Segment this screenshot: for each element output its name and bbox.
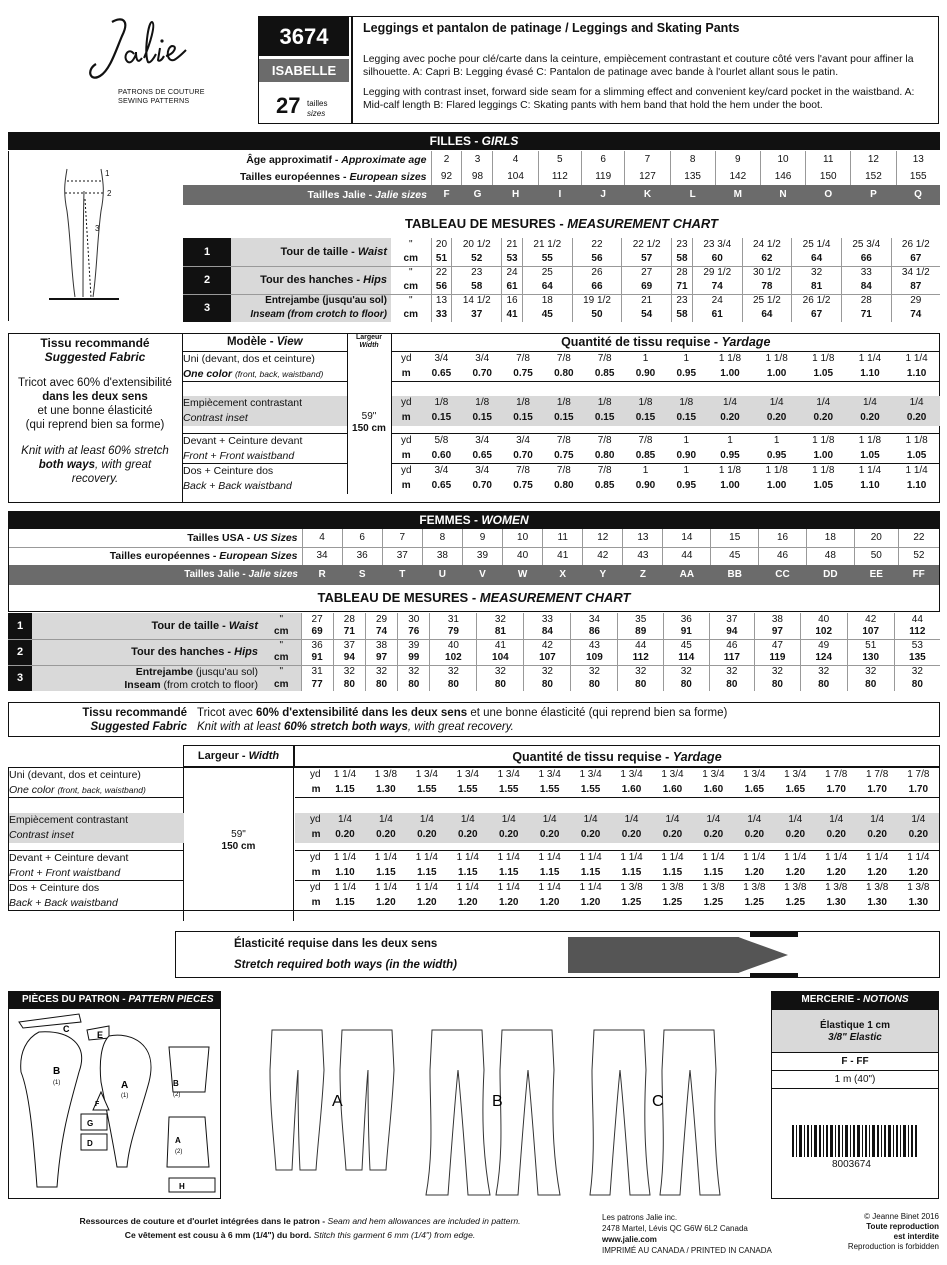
piece-label-g: G [87,1119,94,1128]
body-measure-figure-icon [9,151,184,321]
piece-label-b: B [53,1066,61,1077]
pattern-header [258,16,939,124]
women-sizes-table: Tailles USA - US Sizes 4 6 7 8 9 10 11 12 13 14 15 16 18 20 22 Tailles européennes - European Sizes 34 36 37 38 39 40 41 42 43 44 45 46 48 50 52 Tailles Jalie - Jalie sizes R S T U V W X Y Z AA BB CC DD EE FF TABLEAU DE MESURES - MEASUREMENT CHART [8,529,940,612]
footer-address: Les patrons Jalie inc. 2478 Martel, Lévis QC G6W 6L2 Canada www.jalie.com IMPRIMÉ AU CANADA / PRINTED IN CANADA [602,1213,772,1255]
piece-label-b2-count: (2) [173,1092,181,1098]
description-fr: Legging avec poche pour clé/carte dans la ceinture, empiècement contrastant et couture côté vers l'avant pour affiner la silhouette. A: Capri B: Legging évasé C: Pantalon de patinage avec bande à l'ourlet allant sous le patin. [363,54,914,78]
piece-label-f: F [95,1101,100,1108]
description-en: Legging with contrast inset, forward side seam for a slimming effect and convenient key/card pocket in the waistband. A: Mid-calf length B: Flared leggings C: Skating pants with hem band that hold the hem under the boot. [363,87,915,111]
piece-label-c: C [63,1024,70,1034]
piece-label-b-count: (1) [53,1080,61,1086]
stretch-guide [175,931,940,978]
women-yardage-table: Quantité de tissu requise - Yardage Largeur - Width 59" 150 cm Uni (devant, dos et ceinture) yd 1 1/4 1 3/8 1 3/4 1 3/4 1 3/4 1 3/4 1 3/4 1 3/4 1 3/4 1 3/4 1 3/4 1 3/4 1 7/8 1 7/8 1 7/8 One color (front, back, waistband) m 1.15 1.30 1.55 1.55 1.55 1.55 1.55 1.60 1.60 1.60 1.65 1.65 1.70 1.70 1.70 Empiècement contrastant yd 1/4 1/4 1/4 1/4 1/4 1/4 1/4 1/4 1/4 1/4 1/4 1/4 1/4 1/4 1/4 Contrast inset m 0.20 0.20 0.20 0.20 0.20 0.20 0.20 0.20 0.20 0.20 0.20 0.20 0.20 0.20 0.20 Devant + Ceinture devant yd 1 1/4 1 1/4 1 1/4 1 1/4 1 1/4 1 1/4 1 1/4 1 1/4 1 1/4 1 1/4 1 1/4 1 1/4 1 1/4 1 1/4 1 1/4 Front + Front waistband m 1.10 1.15 1.15 1.15 1.15 1.15 1.15 1.15 1.15 1.15 1.20 1.20 1.20 1.20 1.20 Dos + Ceinture dos yd 1 1/4 1 1/4 1 1/4 1 1/4 1 1/4 1 1/4 1 1/4 1 3/8 1 3/8 1 3/8 1 3/8 1 3/8 1 3/8 1 3/8 1 3/8 Back + Back waistband m 1.15 1.20 1.20 1.20 1.20 1.20 1.20 1.25 1.25 1.25 1.25 1.25 1.30 1.30 1.30 [8,745,940,921]
girls-section-bar: FILLES - GIRLS [8,132,940,150]
girls-age-row: Âge approximatif - Approximate age 2 3 4 5 6 7 8 9 10 11 12 13 [183,151,940,168]
brand-logo [60,14,250,122]
brand-line1: PATRONS DE COUTURE [118,87,205,96]
stretch-fr: Élasticité requise dans les deux sens [234,938,438,950]
women-fabric-box: Tissu recommandé Suggested Fabric Tricot avec 60% d'extensibilité dans les deux sens et une bonne élasticité (qui reprend bien sa forme) Knit with at least 60% stretch both ways, with great recovery. [8,702,940,737]
notions-range: F - FF [771,1053,939,1071]
piece-label-b2: B [173,1079,179,1088]
piece-label-a-count: (1) [121,1093,129,1099]
brand-line2: SEWING PATTERNS [118,96,190,105]
notions-qty: 1 m (40") [771,1071,939,1089]
piece-label-a2: A [175,1136,181,1145]
barcode-box [771,1089,939,1199]
stretch-arrow-icon [568,932,940,978]
view-label-a: A [332,1093,343,1110]
girls-figure [8,151,183,321]
girls-fabric-info: Tissu recommandé Suggested Fabric Tricot avec 60% d'extensibilité dans les deux sens et une bonne élasticité (qui reprend bien sa forme) Knit with at least 60% stretch both ways, with great recovery. [8,333,183,503]
girls-measure-table: 1 Tour de taille - Waist " 20 20 1/2 21 21 1/2 22 22 1/2 23 23 3/4 24 1/2 25 1/4 25 3/4 26 1/2 cm 51 52 53 55 56 57 58 60 62 64 66 67 2 Tour des hanches - Hips " 22 23 24 25 26 27 28 29 1/2 30 1/2 32 33 34 1/2 cm 56 58 61 64 66 69 71 74 78 81 84 87 3 Entrejambe (jusqu'au sol) " 13 14 1/2 16 18 19 1/2 21 23 24 25 1/2 26 1/2 28 29 Inseam (from crotch to floor) cm 33 37 41 45 50 54 58 61 64 67 71 74 [183,238,940,322]
sizes-count: 27 tailles sizes [276,93,328,118]
pattern-number: 3674 [259,17,349,56]
pattern-name: ISABELLE [259,59,349,82]
technical-drawings [232,1010,762,1200]
girls-eu-row: Tailles européennes - European sizes 92 98 104 112 119 127 135 142 146 150 152 155 [183,168,940,185]
girls-yardage-rows: Uni (devant, dos et ceinture) 59" 150 cm yd 3/4 3/4 7/8 7/8 7/8 1 1 1 1/8 1 1/8 1 1/8 1 1/4 1 1/4 One color (front, back, waistband) m 0.65 0.70 0.75 0.80 0.85 0.90 0.95 1.00 1.00 1.05 1.10 1.10 Empiècement contrastant yd 1/8 1/8 1/8 1/8 1/8 1/8 1/8 1/4 1/4 1/4 1/4 1/4 Contrast inset m 0.15 0.15 0.15 0.15 0.15 0.15 0.15 0.20 0.20 0.20 0.20 0.20 Devant + Ceinture devant yd 5/8 3/4 3/4 7/8 7/8 7/8 1 1 1 1 1/8 1 1/8 1 1/8 Front + Front waistband m 0.60 0.65 0.70 0.75 0.80 0.85 0.90 0.95 0.95 1.00 1.05 1.05 Dos + Ceinture dos yd 3/4 3/4 7/8 7/8 7/8 1 1 1 1/8 1 1/8 1 1/8 1 1/4 1 1/4 Back + Back waistband m 0.65 0.70 0.75 0.80 0.85 0.90 0.95 1.00 1.00 1.05 1.10 1.10 [183,351,940,494]
jalie-logo-icon [82,14,202,86]
pattern-pieces-title: PIÈCES DU PATRON - PATTERN PIECES [8,991,221,1009]
girls-jalie-row: Tailles Jalie - Jalie sizes F G H I J K L M N O P Q [183,185,940,205]
women-measure-table: 1 Tour de taille - Waist " 27 28 29 30 31 32 33 34 35 36 37 38 40 42 44 cm 69 71 74 76 79 81 84 86 89 91 94 97 102 107 112 2 Tour des hanches - Hips " 36 37 38 39 40 41 42 43 44 45 46 47 49 51 53 cm 91 94 97 99 102 104 107 109 112 114 117 119 124 130 135 3 Entrejambe (jusqu'au sol) " 31 32 32 32 32 32 32 32 32 32 32 32 32 32 32 Inseam (from crotch to floor) cm 77 80 80 80 80 80 80 80 80 80 80 80 80 80 80 [8,613,940,691]
leggings-views-icon [232,1010,762,1200]
girls-sizes-table [183,151,940,205]
stretch-en: Stretch required both ways (in the width) [234,959,457,971]
piece-label-a2-count: (2) [175,1149,183,1155]
barcode-number: 8003674 [832,1159,871,1170]
piece-label-e: E [97,1030,104,1040]
piece-label-d: D [87,1139,93,1148]
girls-chart-title: TABLEAU DE MESURES - MEASUREMENT CHART [405,216,718,231]
notions-title: MERCERIE - NOTIONS [771,991,939,1009]
footer-allowance: Ressources de couture et d'ourlet intégrées dans le patron - Seam and hem allowances are included in pattern. Ce vêtement est cousu à 6 mm (1/4") du bord. Stitch this garment 6 mm (1/4") from edge. [79,1216,521,1240]
girls-yardage-table: Modèle - View Largeur Width Quantité de tissu requise - Yardage [183,333,940,503]
pattern-pieces-drawing-icon [9,992,222,1200]
women-section-bar: FEMMES - WOMEN [8,511,940,529]
footer-copyright: © Jeanne Binet 2016 Toute reproduction est interdite Reproduction is forbidden [847,1212,939,1251]
view-label-c: C [652,1093,664,1110]
piece-label-h: H [179,1182,185,1191]
pattern-title: Leggings et pantalon de patinage / Leggings and Skating Pants [363,21,740,35]
fig-label-2: 2 [107,189,112,198]
notions-item: Élastique 1 cm 3/8" Elastic [771,1009,939,1053]
pattern-pieces-box [8,991,221,1199]
view-label-b: B [492,1093,503,1110]
fig-label-3: 3 [95,224,100,233]
fig-label-1: 1 [105,169,110,178]
barcode-icon [792,1125,918,1157]
piece-label-a: A [121,1080,129,1091]
